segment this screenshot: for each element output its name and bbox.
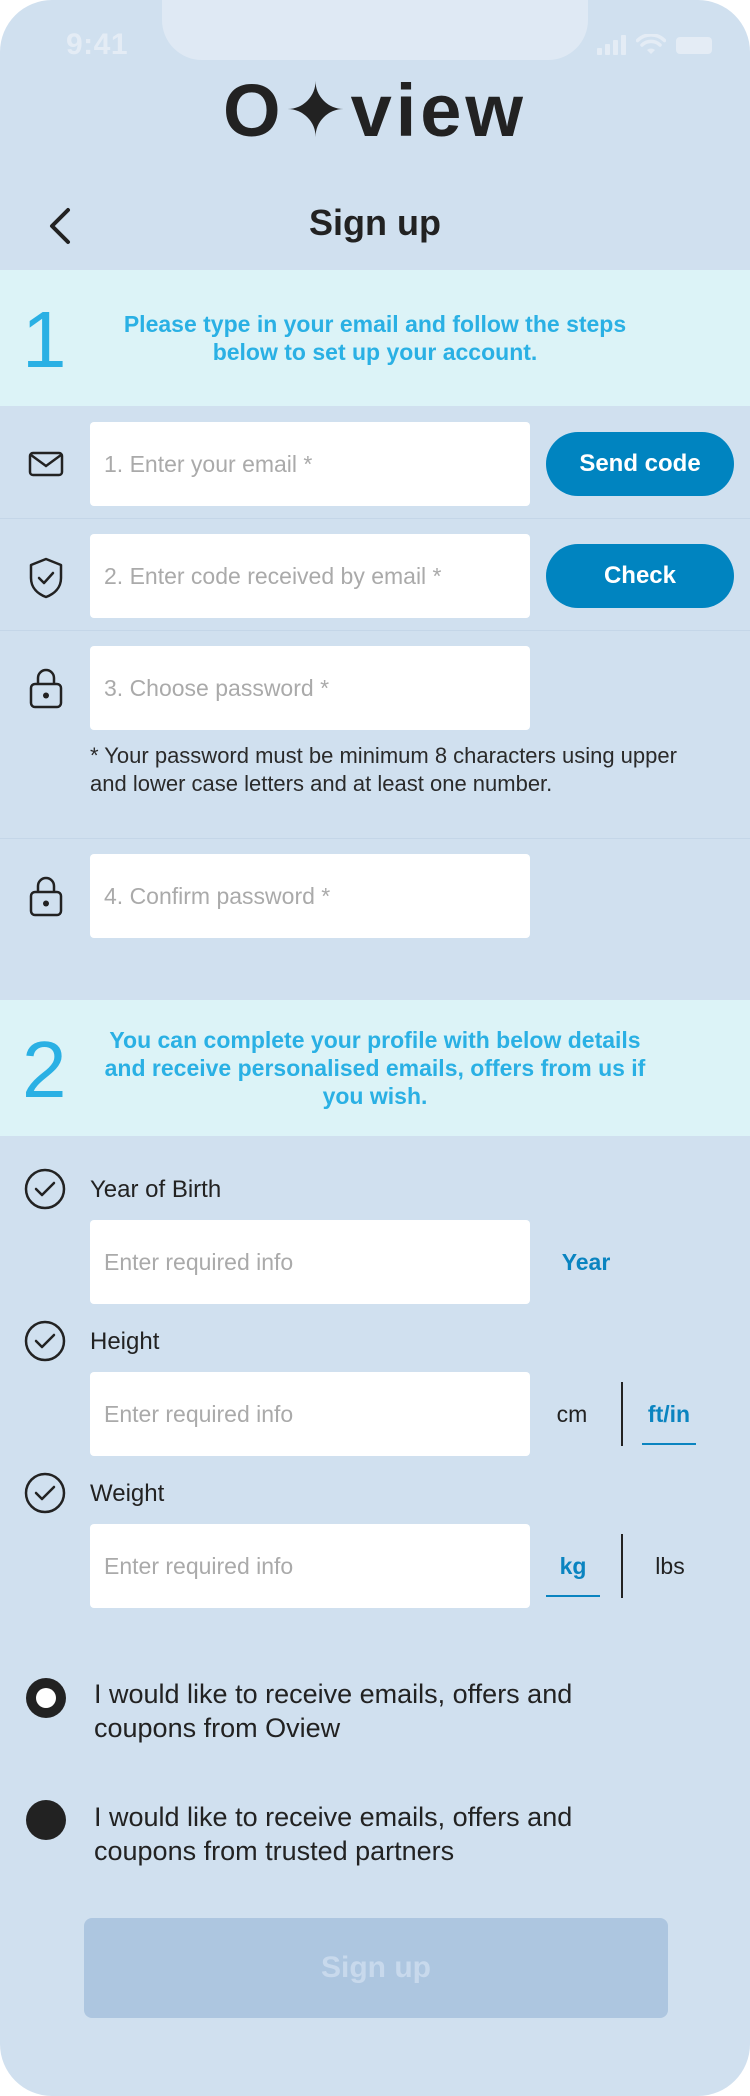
check-circle-icon [24, 1472, 66, 1514]
check-code-button[interactable]: Check [546, 544, 734, 608]
step2-number: 2 [22, 1025, 67, 1114]
check-circle-icon [24, 1320, 66, 1362]
wifi-icon [636, 34, 666, 56]
shield-check-icon [26, 556, 66, 600]
divider [0, 630, 750, 631]
confirm-password-field[interactable] [90, 854, 530, 938]
divider [0, 518, 750, 519]
year-of-birth-label: Year of Birth [90, 1176, 222, 1203]
unit-separator [621, 1534, 623, 1598]
status-time: 9:41 [66, 28, 129, 61]
oview-offers-radio[interactable] [26, 1678, 66, 1718]
partner-offers-consent-text: I would like to receive emails, offers and coupons from trusted partners [94, 1802, 573, 1866]
sign-up-button[interactable]: Sign up [84, 1918, 668, 2018]
unit-kg-option[interactable]: kg [559, 1553, 587, 1579]
radio-selected-dot [36, 1688, 56, 1708]
password-requirements-hint: * Your password must be minimum 8 characters using upper and lower case letters and at least one number. [90, 743, 677, 796]
step2-banner [0, 1000, 750, 1136]
step1-number: 1 [22, 295, 67, 384]
oview-logo: O✦view [223, 69, 527, 152]
oview-offers-consent-text: I would like to receive emails, offers and coupons from Oview [94, 1679, 573, 1743]
email-field[interactable] [90, 422, 530, 506]
verification-code-field[interactable] [90, 534, 530, 618]
unit-ftin-option[interactable]: ft/in [647, 1401, 691, 1427]
notch [162, 0, 588, 60]
battery-icon [676, 37, 712, 54]
partner-offers-radio[interactable] [26, 1800, 66, 1840]
choose-password-field[interactable] [90, 646, 530, 730]
divider [0, 838, 750, 839]
year-of-birth-field[interactable] [90, 1220, 530, 1304]
step1-instructions: Please type in your email and follow the steps below to set up your account. [123, 311, 627, 365]
lock-icon [26, 666, 66, 710]
unit-lbs-option[interactable]: lbs [655, 1553, 685, 1579]
weight-label: Weight [90, 1480, 165, 1507]
signal-icon [597, 35, 626, 55]
status-icons [597, 34, 712, 56]
check-circle-icon [24, 1168, 66, 1210]
weight-field[interactable] [90, 1524, 530, 1608]
year-unit: Year [561, 1249, 611, 1275]
height-label: Height [90, 1328, 160, 1355]
selected-unit-underline [546, 1595, 600, 1597]
selected-unit-underline [642, 1443, 696, 1445]
step2-instructions: You can complete your profile with below details and receive personalised emails, offers from us if you wish. [104, 1027, 646, 1109]
envelope-icon [26, 444, 66, 484]
unit-cm-option[interactable]: cm [556, 1401, 588, 1427]
unit-separator [621, 1382, 623, 1446]
height-field[interactable] [90, 1372, 530, 1456]
lock-icon [26, 874, 66, 918]
step1-banner [0, 270, 750, 406]
send-code-button[interactable]: Send code [546, 432, 734, 496]
page-title: Sign up [309, 202, 441, 243]
